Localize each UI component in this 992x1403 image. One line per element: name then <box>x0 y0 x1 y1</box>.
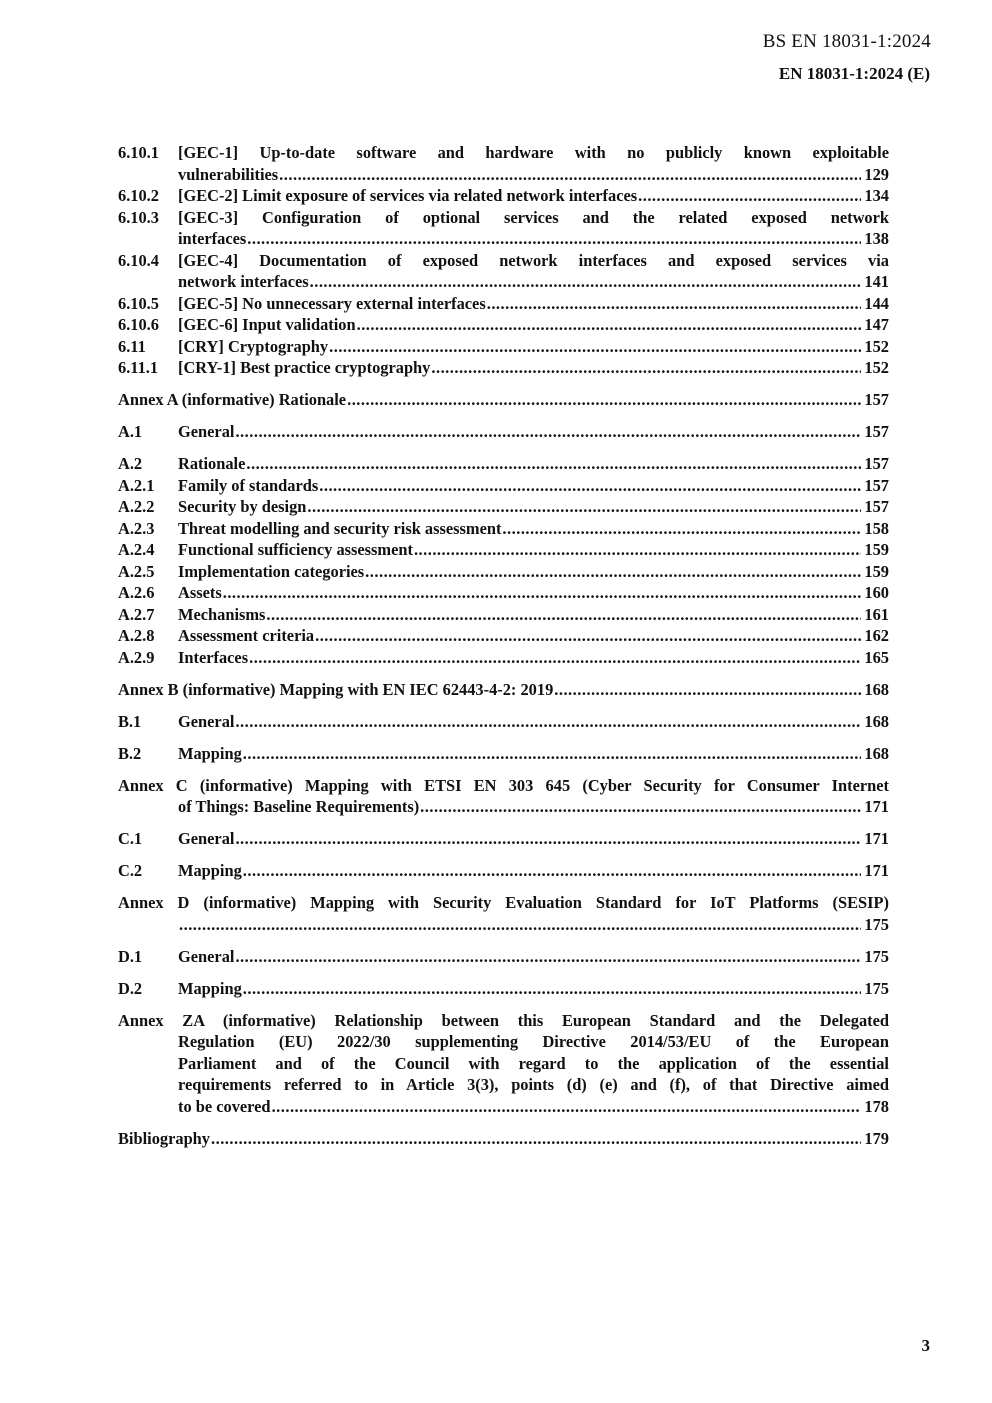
toc-entry-d-1[interactable] <box>118 946 889 968</box>
toc-title: to be covered <box>178 1096 271 1116</box>
toc-title-line: Parliament and of the Council with regard to the application of the essential <box>178 1053 889 1073</box>
dot-leader <box>211 1128 861 1150</box>
toc-page: 178 <box>864 1096 889 1116</box>
dot-leader <box>319 475 861 497</box>
toc-page: 152 <box>864 358 889 377</box>
dot-leader <box>310 271 862 293</box>
toc-number: 6.11 <box>118 336 146 356</box>
toc-entry-6-10-6[interactable] <box>118 314 889 336</box>
toc-page: 157 <box>864 390 889 409</box>
toc-number: A.2.2 <box>118 497 155 516</box>
toc-page: 162 <box>864 626 889 645</box>
toc-entry-annex-b[interactable] <box>118 679 889 701</box>
page-number: 3 <box>921 1336 930 1355</box>
toc-title: Mapping <box>178 743 242 763</box>
dot-leader <box>487 293 862 315</box>
toc-title: Family of standards <box>178 475 319 495</box>
dot-leader <box>179 914 861 936</box>
toc-number: 6.10.4 <box>118 250 159 270</box>
toc-page: 141 <box>864 272 889 291</box>
toc-title: Rationale <box>178 454 246 473</box>
toc-page: 168 <box>864 711 889 731</box>
dot-leader <box>502 518 861 540</box>
dot-leader <box>638 185 861 207</box>
toc-title: Implementation categories <box>178 561 365 581</box>
dot-leader <box>279 164 861 186</box>
toc-title: General <box>178 422 235 441</box>
toc-entry-6-10-4[interactable] <box>118 250 889 293</box>
toc-page: 157 <box>864 475 889 495</box>
toc-title: Assessment criteria <box>178 626 315 645</box>
toc-title: Mapping <box>178 861 242 880</box>
toc-page: 157 <box>864 422 889 441</box>
toc-page: 158 <box>864 518 889 538</box>
toc-number: A.2.9 <box>118 647 155 667</box>
dot-leader <box>272 1096 862 1118</box>
header-standard-id-lang: EN 18031-1:2024 (E) <box>778 64 930 83</box>
toc-number: C.1 <box>118 829 143 848</box>
dot-leader <box>347 389 861 411</box>
toc-entry-6-10-3[interactable] <box>118 207 889 250</box>
dot-leader <box>243 860 862 882</box>
toc-title: Bibliography <box>118 1128 210 1148</box>
toc-title: General <box>178 829 235 848</box>
toc-page: 129 <box>864 164 889 184</box>
toc-page: 157 <box>864 454 889 473</box>
toc-title-line: [GEC-3] Configuration of optional services and the related exposed network <box>178 207 889 227</box>
toc-title: interfaces <box>178 229 247 248</box>
dot-leader <box>357 314 862 336</box>
toc-title: [CRY-1] Best practice cryptography <box>178 358 431 377</box>
toc-entry-a-1[interactable] <box>118 421 889 443</box>
dot-leader <box>235 828 861 850</box>
toc-page: 144 <box>864 293 889 313</box>
toc-page: 175 <box>864 978 889 998</box>
toc-entry-a-2-2[interactable] <box>118 496 889 518</box>
toc-entry-a-2[interactable] <box>118 453 889 475</box>
dot-leader <box>235 946 861 968</box>
dot-leader <box>243 743 862 765</box>
toc-title: [GEC-5] No unnecessary external interfaces <box>178 293 486 313</box>
dot-leader <box>266 604 861 626</box>
toc-number: A.1 <box>118 422 143 441</box>
toc-entry-a-2-5[interactable] <box>118 561 889 583</box>
toc-title-line: [GEC-4] Documentation of exposed network interfaces and exposed services via <box>178 250 889 270</box>
dot-leader <box>329 336 861 358</box>
toc-number: A.2.8 <box>118 626 155 645</box>
toc-title: Security by design <box>178 497 307 516</box>
toc-number: A.2 <box>118 454 143 473</box>
toc-entry-6-11[interactable] <box>118 336 889 358</box>
toc-entry-b-1[interactable] <box>118 711 889 733</box>
toc-page: 160 <box>864 583 889 602</box>
toc-entry-a-2-9[interactable] <box>118 647 889 669</box>
toc-page: 175 <box>864 946 889 966</box>
toc-title-line: [GEC-1] Up-to-date software and hardware with no publicly known exploitable <box>178 143 889 162</box>
toc-number: B.2 <box>118 743 142 763</box>
toc-number: D.1 <box>118 946 143 966</box>
toc-entry-a-2-6[interactable] <box>118 582 889 604</box>
toc-title: Functional sufficiency assessment <box>178 540 413 559</box>
toc-number: 6.10.5 <box>118 293 159 313</box>
toc-number: 6.10.2 <box>118 186 159 205</box>
toc-title: of Things: Baseline Requirements) <box>178 797 420 816</box>
toc-number: A.2.6 <box>118 583 155 602</box>
toc-title-line: requirements referred to in Article 3(3), points (d) (e) and (f), of that Directive aimed <box>178 1075 889 1094</box>
toc-entry-d-2[interactable] <box>118 978 889 1000</box>
toc-page: 161 <box>864 604 889 624</box>
toc-page: 165 <box>864 647 889 667</box>
toc-title: Assets <box>178 583 222 602</box>
toc-entry-b-2[interactable] <box>118 743 889 765</box>
toc-entry-annex-a[interactable] <box>118 389 889 411</box>
dot-leader <box>247 228 861 250</box>
toc-entry-6-10-2[interactable] <box>118 185 889 207</box>
toc-page: 171 <box>864 861 889 880</box>
dot-leader <box>554 679 861 701</box>
toc-entry-a-2-1[interactable] <box>118 475 889 497</box>
toc-title: Interfaces <box>178 647 249 667</box>
toc-number: C.2 <box>118 861 143 880</box>
toc-title: [GEC-6] Input validation <box>178 315 356 334</box>
dot-leader <box>235 711 861 733</box>
toc-page: 168 <box>864 679 889 699</box>
toc-page: 159 <box>864 540 889 559</box>
toc-number: A.2.7 <box>118 604 155 624</box>
toc-number: A.2.4 <box>118 540 155 559</box>
toc-title-line: Annex D (informative) Mapping with Security Evaluation Standard for IoT Platforms (SESIP) <box>118 893 889 912</box>
dot-leader <box>249 647 861 669</box>
toc-title: General <box>178 946 235 966</box>
toc-number: A.2.1 <box>118 475 155 495</box>
table-of-contents <box>118 142 889 1149</box>
toc-number: 6.10.1 <box>118 143 159 162</box>
dot-leader <box>431 357 861 379</box>
toc-entry-annex-d[interactable] <box>118 892 889 935</box>
toc-page: 179 <box>864 1128 889 1148</box>
toc-title: Mapping <box>178 978 242 998</box>
toc-entry-a-2-3[interactable] <box>118 518 889 540</box>
toc-entry-bibliography[interactable] <box>118 1128 889 1150</box>
dot-leader <box>235 421 861 443</box>
toc-title: Mechanisms <box>178 604 266 624</box>
dot-leader <box>315 625 861 647</box>
toc-page: 134 <box>864 186 889 205</box>
toc-number: B.1 <box>118 711 142 731</box>
dot-leader <box>420 796 861 818</box>
dot-leader <box>223 582 862 604</box>
toc-title: Threat modelling and security risk assessment <box>178 518 502 538</box>
toc-entry-c-1[interactable] <box>118 828 889 850</box>
header-standard-id: BS EN 18031-1:2024 <box>762 31 931 52</box>
toc-page: 159 <box>864 561 889 581</box>
toc-number: 6.10.3 <box>118 207 159 227</box>
toc-title-line: Annex ZA (informative) Relationship between this European Standard and the Delegated <box>118 1010 889 1030</box>
toc-number: A.2.5 <box>118 561 155 581</box>
toc-page: 171 <box>864 797 889 816</box>
dot-leader <box>243 978 862 1000</box>
dot-leader <box>307 496 861 518</box>
toc-page: 171 <box>864 829 889 848</box>
toc-page: 138 <box>864 229 889 248</box>
toc-title-line: Regulation (EU) 2022/30 supplementing Directive 2014/53/EU of the European <box>178 1032 889 1051</box>
toc-entry-annex-c[interactable] <box>118 775 889 818</box>
dot-leader <box>414 539 861 561</box>
toc-entry-a-2-7[interactable] <box>118 604 889 626</box>
toc-page: 175 <box>864 914 889 934</box>
toc-title: [CRY] Cryptography <box>178 336 329 356</box>
toc-title: General <box>178 711 235 731</box>
toc-title: Annex A (informative) Rationale <box>118 390 347 409</box>
toc-page: 168 <box>864 743 889 763</box>
toc-number: D.2 <box>118 978 143 998</box>
dot-leader <box>365 561 861 583</box>
toc-title-line: Annex C (informative) Mapping with ETSI EN 303 645 (Cyber Security for Consumer Internet <box>118 775 889 795</box>
toc-number: 6.10.6 <box>118 315 159 334</box>
toc-title: vulnerabilities <box>178 164 279 184</box>
toc-number: A.2.3 <box>118 518 155 538</box>
toc-page: 157 <box>864 497 889 516</box>
toc-title: [GEC-2] Limit exposure of services via related network interfaces <box>178 186 638 205</box>
toc-entry-6-10-5[interactable] <box>118 293 889 315</box>
toc-title: network interfaces <box>178 272 309 291</box>
toc-page: 147 <box>864 315 889 334</box>
toc-page: 152 <box>864 336 889 356</box>
toc-entry-a-2-8[interactable] <box>118 625 889 647</box>
toc-number: 6.11.1 <box>118 358 159 377</box>
toc-entry-6-10-1[interactable] <box>118 142 889 185</box>
toc-title: Annex B (informative) Mapping with EN IEC 62443-4-2: 2019 <box>118 679 554 699</box>
toc-entry-a-2-4[interactable] <box>118 539 889 561</box>
toc-entry-6-11-1[interactable] <box>118 357 889 379</box>
toc-entry-annex-za[interactable] <box>118 1010 889 1118</box>
dot-leader <box>246 453 861 475</box>
toc-entry-c-2[interactable] <box>118 860 889 882</box>
